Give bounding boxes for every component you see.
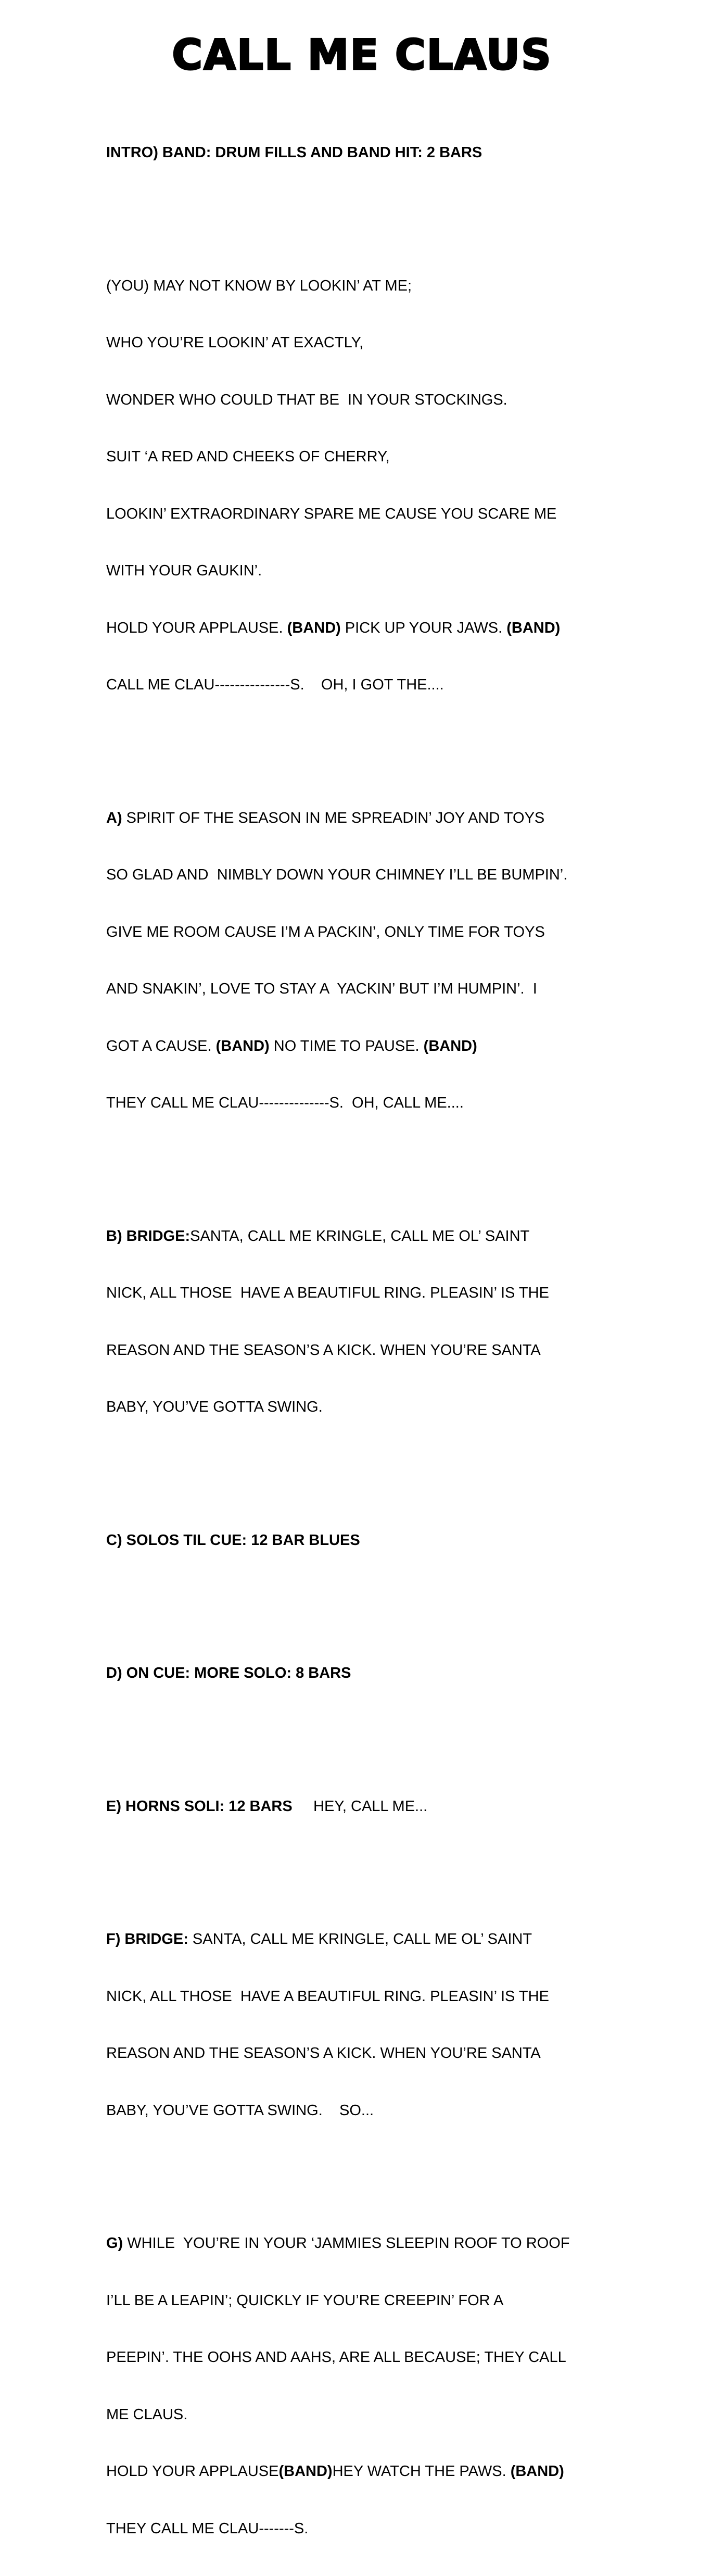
- sectionG-line-6: THEY CALL ME CLAU-------S.: [106, 2520, 309, 2537]
- sectionF-line-1: [106, 1930, 627, 1949]
- sectionB-line-3: REASON AND THE SEASON’S A KICK. WHEN YOU’RE SANTA: [106, 1341, 541, 1359]
- lyric-text: SANTA, CALL ME KRINGLE, CALL ME OL’ SAINT: [190, 1227, 530, 1245]
- lyric-text: GOT A CAUSE.: [106, 1037, 216, 1054]
- spacer: [106, 733, 627, 752]
- sectionE-line: [106, 1797, 627, 1816]
- sectionD-line: [106, 1664, 627, 1683]
- sectionB-line-1: [106, 1227, 627, 1246]
- spacer: [106, 1588, 627, 1607]
- spacer: [106, 1151, 627, 1170]
- verse1-line-6: WITH YOUR GAUKIN’.: [106, 562, 262, 579]
- band-cue: (BAND): [506, 619, 561, 636]
- sectionF-line-2: NICK, ALL THOSE HAVE A BEAUTIFUL RING. PLEASIN’ IS THE: [106, 1988, 549, 2005]
- sectionB-line-4: BABY, YOU’VE GOTTA SWING.: [106, 1399, 323, 1415]
- spacer: [106, 1455, 627, 1474]
- section-label: A): [106, 809, 122, 826]
- verse1-line-1: (YOU) MAY NOT KNOW BY LOOKIN’ AT ME;: [106, 277, 412, 294]
- sectionF-line-4: BABY, YOU’VE GOTTA SWING. SO...: [106, 2102, 374, 2119]
- sectionG-line-1: [106, 2234, 627, 2253]
- sectionA-line-6: THEY CALL ME CLAU--------------S. OH, CALL ME....: [106, 1095, 464, 1111]
- sectionA-line-2: SO GLAD AND NIMBLY DOWN YOUR CHIMNEY I’LL BE BUMPIN’.: [106, 866, 568, 883]
- lyric-text: HEY WATCH THE PAWS.: [332, 2463, 511, 2480]
- lyrics-body: [106, 105, 627, 2576]
- lyric-text: SPIRIT OF THE SEASON IN ME SPREADIN’ JOY AND TOYS: [122, 809, 545, 826]
- lyric-text: HEY, CALL ME...: [292, 1798, 428, 1815]
- sectionG-line-3: PEEPIN’. THE OOHS AND AAHS, ARE ALL BECAUSE; THEY CALL: [106, 2349, 566, 2366]
- section-label: G): [106, 2235, 123, 2252]
- sectionA-line-4: AND SNAKIN’, LOVE TO STAY A YACKIN’ BUT I’M HUMPIN’. I: [106, 981, 537, 997]
- band-cue: (BAND): [278, 2463, 333, 2480]
- verse1-line-3: WONDER WHO COULD THAT BE IN YOUR STOCKINGS.: [106, 391, 507, 408]
- verse1-line-7: [106, 619, 627, 638]
- intro-text: INTRO) BAND: DRUM FILLS AND BAND HIT: 2 BARS: [106, 144, 482, 161]
- section-label: D) ON CUE: MORE SOLO: 8 BARS: [106, 1665, 351, 1681]
- verse1-line-8: CALL ME CLAU---------------S. OH, I GOT THE....: [106, 676, 444, 693]
- sectionB-line-2: NICK, ALL THOSE HAVE A BEAUTIFUL RING. PLEASIN’ IS THE: [106, 1285, 549, 1301]
- song-title: CALL ME CLAUS: [172, 31, 552, 79]
- band-cue: (BAND): [423, 1037, 477, 1054]
- sectionA-line-5: [106, 1037, 627, 1056]
- lyric-text: SANTA, CALL ME KRINGLE, CALL ME OL’ SAINT: [188, 1931, 532, 1947]
- spacer: [106, 1721, 627, 1740]
- spacer: [106, 2158, 627, 2177]
- sectionA-line-3: GIVE ME ROOM CAUSE I’M A PACKIN’, ONLY TIME FOR TOYS: [106, 923, 545, 940]
- spacer: [106, 200, 627, 220]
- lyric-text: PICK UP YOUR JAWS.: [340, 619, 507, 636]
- band-cue: (BAND): [215, 1037, 270, 1054]
- section-label: F) BRIDGE:: [106, 1931, 188, 1947]
- spacer: [106, 1854, 627, 1873]
- section-label: C) SOLOS TIL CUE: 12 BAR BLUES: [106, 1531, 360, 1549]
- band-cue: (BAND): [287, 619, 341, 636]
- verse1-line-5: LOOKIN’ EXTRAORDINARY SPARE ME CAUSE YOU SCARE ME: [106, 505, 557, 522]
- sectionC-line: [106, 1531, 627, 1550]
- sectionG-line-4: ME CLAUS.: [106, 2406, 188, 2423]
- lyric-text: HOLD YOUR APPLAUSE: [106, 2463, 279, 2480]
- sectionG-line-5: [106, 2462, 627, 2481]
- lyric-text: WHILE YOU’RE IN YOUR ‘JAMMIES SLEEPIN ROOF TO ROOF: [123, 2235, 570, 2252]
- band-cue: (BAND): [510, 2463, 564, 2480]
- sectionA-line-1: [106, 809, 627, 828]
- intro-line: [106, 143, 627, 162]
- lyric-text: NO TIME TO PAUSE.: [269, 1037, 424, 1054]
- sectionG-line-2: I’LL BE A LEAPIN’; QUICKLY IF YOU’RE CREEPIN’ FOR A: [106, 2292, 504, 2309]
- verse1-line-4: SUIT ‘A RED AND CHEEKS OF CHERRY,: [106, 448, 390, 465]
- lyric-text: HOLD YOUR APPLAUSE.: [106, 619, 287, 636]
- verse1-line-2: WHO YOU’RE LOOKIN’ AT EXACTLY,: [106, 334, 364, 351]
- section-label: B) BRIDGE:: [106, 1227, 190, 1245]
- section-label: E) HORNS SOLI: 12 BARS: [106, 1798, 293, 1815]
- sectionF-line-3: REASON AND THE SEASON’S A KICK. WHEN YOU’RE SANTA: [106, 2045, 541, 2062]
